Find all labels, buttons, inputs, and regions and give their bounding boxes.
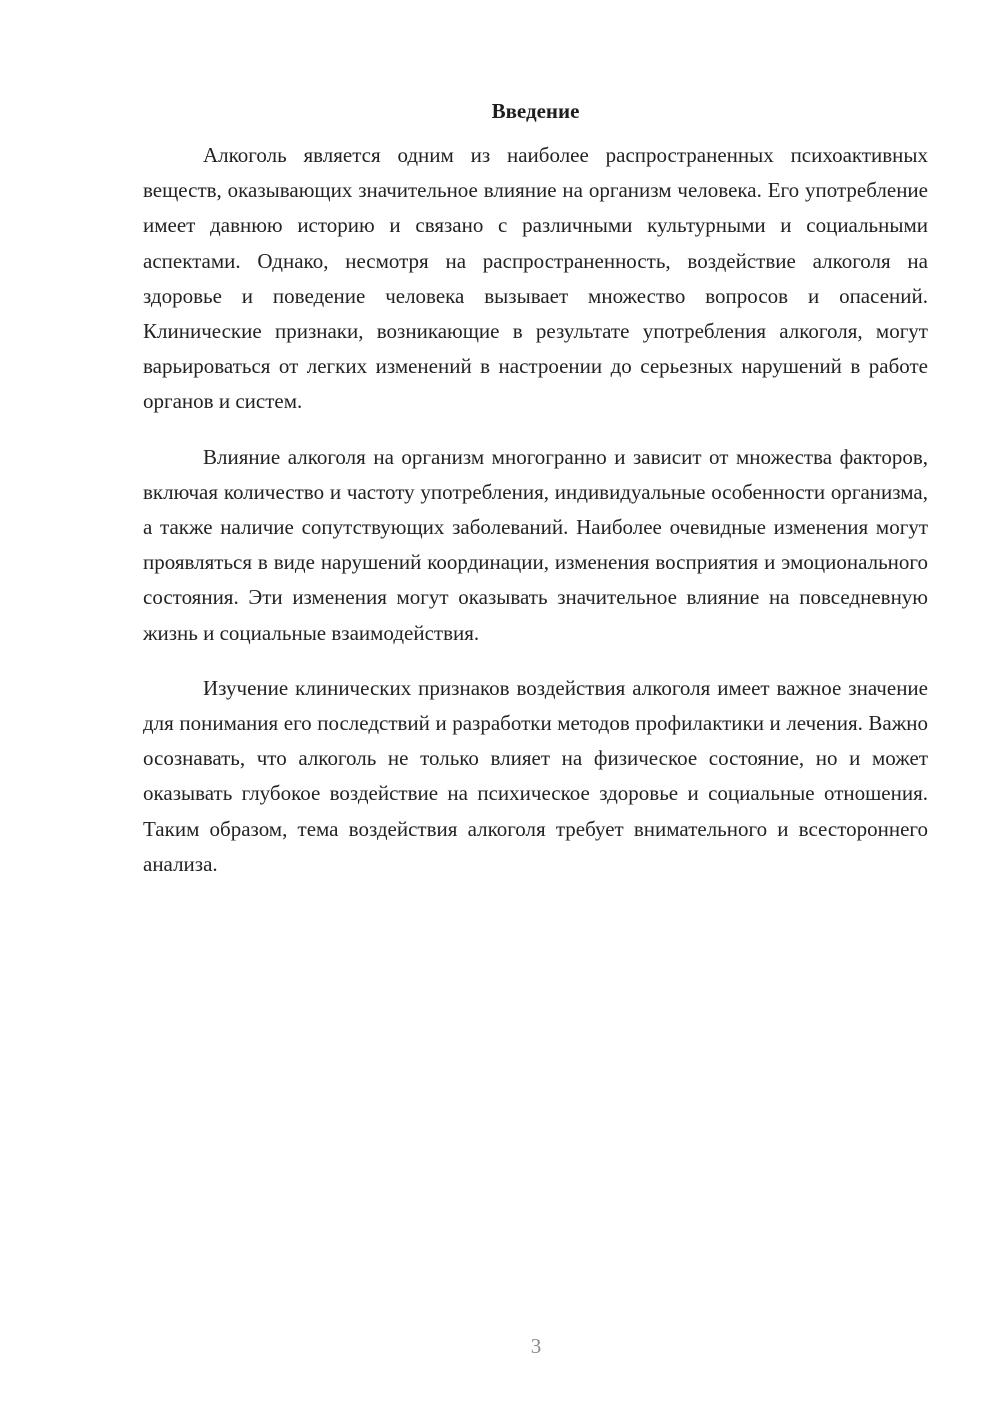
paragraph-2: Влияние алкоголя на организм многогранно и зависит от множества факторов, включая количество и частоту употребления, индивидуальные особенности организма, а также наличие сопутствующих заболеваний. Наиболее очевидные изменения могут проявляться в виде нарушений координации, изменения восприятия и эмоционального состояния. Эти изменения могут оказывать значительное влияние на повседневную жизнь и социальные взаимодействия. xyxy=(143,444,928,645)
page-content xyxy=(143,96,928,902)
section-title: Введение xyxy=(491,99,580,123)
page-number: 3 xyxy=(530,1334,542,1358)
paragraph-1: Алкоголь является одним из наиболее распространенных психоактивных веществ, оказывающих значительное влияние на организм человека. Его употребление имеет давнюю историю и связано с различными культурными и социальными аспектами. Однако, несмотря на распространенность, воздействие алкоголя на здоровье и поведение человека вызывает множество вопросов и опасений. Клинические признаки, возникающие в результате употребления алкоголя, могут варьироваться от легких изменений в настроении до серьезных нарушений в работе органов и систем. xyxy=(143,143,928,414)
paragraph-3: Изучение клинических признаков воздействия алкоголя имеет важное значение для понимания его последствий и разработки методов профилактики и лечения. Важно осознавать, что алкоголь не только влияет на физическое состояние, но и может оказывать глубокое воздействие на психическое здоровье и социальные отношения. Таким образом, тема воздействия алкоголя требует внимательного и всестороннего анализа. xyxy=(143,675,928,876)
